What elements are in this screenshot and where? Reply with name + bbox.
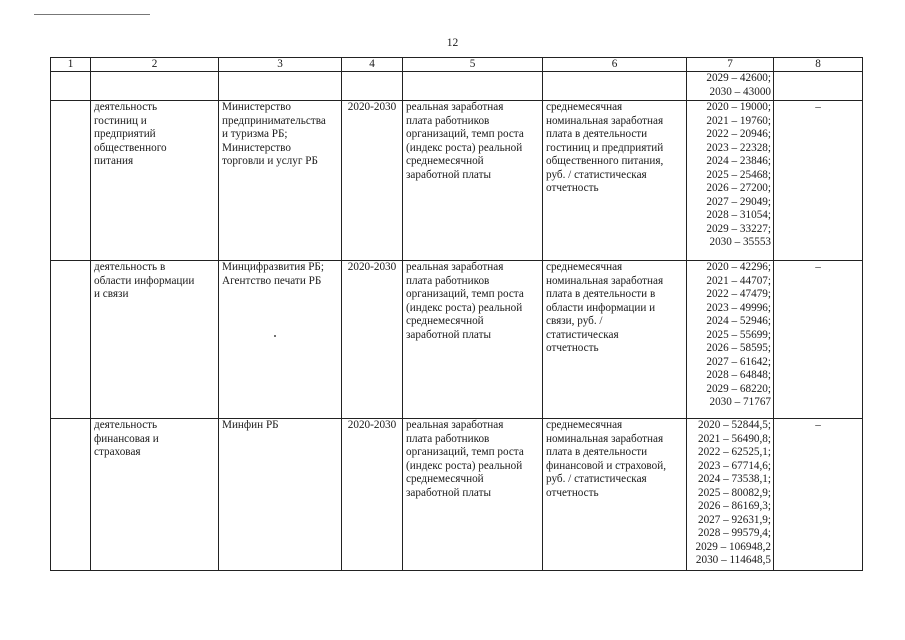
- value-line: 2029 – 106948,2: [695, 540, 771, 553]
- column-number: 5: [403, 58, 543, 72]
- value-line: 2021 – 56490,8;: [697, 432, 771, 445]
- indicator-text: (индекс роста) реальной: [406, 459, 523, 472]
- table-row: [51, 261, 863, 419]
- value-line: 2028 – 31054;: [706, 209, 771, 221]
- indicator-text: среднемесячной: [406, 155, 484, 167]
- activity-text: предприятий: [94, 128, 156, 140]
- scan-speck: [274, 335, 276, 337]
- value-line: 2029 – 33227;: [706, 222, 771, 235]
- activity-text: общественного: [94, 141, 167, 154]
- activity-text: питания: [94, 155, 134, 167]
- measure-text: области информации и: [546, 301, 656, 314]
- indicator-text: плата работников: [406, 274, 490, 287]
- column-number: 6: [543, 58, 687, 72]
- note-cell: [774, 419, 863, 571]
- authority-text: Министерство: [222, 141, 291, 154]
- value-line: 2021 – 44707;: [706, 274, 771, 287]
- period-cell: [342, 261, 403, 419]
- column-number: 7: [687, 58, 774, 72]
- measure-text: среднемесячная: [546, 419, 623, 431]
- measure-cell: [543, 419, 687, 571]
- value-line: 2026 – 86169,3;: [697, 500, 771, 512]
- authority-text: Агентство печати РБ: [222, 274, 322, 287]
- authority-cell: [219, 101, 342, 261]
- indicator-text: среднемесячной: [406, 315, 484, 327]
- value-line: 2025 – 55699;: [706, 328, 771, 341]
- value-line: 2021 – 19760;: [706, 114, 771, 127]
- values-cell: [687, 72, 774, 101]
- measure-text: руб. / статистическая: [546, 168, 647, 181]
- measure-text: плата в деятельности: [546, 128, 648, 140]
- value-line: 2029 – 68220;: [706, 382, 771, 395]
- table-row: [51, 101, 863, 261]
- value-line: 2030 – 114648,5: [695, 554, 771, 566]
- activity-text: деятельность: [94, 419, 158, 431]
- value-line: 2020 – 42296;: [706, 261, 771, 273]
- value-line: 2027 – 29049;: [706, 195, 771, 208]
- column-number: 4: [342, 58, 403, 72]
- value-line: 2029 – 42600;: [706, 72, 771, 84]
- period-text: 2020-2030: [347, 261, 397, 273]
- column-number-row: [51, 58, 863, 72]
- table-cell: [51, 72, 91, 101]
- value-line: 2025 – 25468;: [706, 168, 771, 181]
- activity-text: страховая: [94, 446, 141, 458]
- authority-text: предпринимательства: [222, 114, 326, 127]
- value-line: 2024 – 73538,1;: [697, 473, 771, 485]
- measure-text: отчетность: [546, 486, 599, 499]
- period-cell: [342, 101, 403, 261]
- indicator-cell: [403, 419, 543, 571]
- indicator-text: заработной платы: [406, 168, 491, 181]
- value-line: 2025 – 80082,9;: [697, 486, 771, 499]
- value-line: 2023 – 67714,6;: [697, 459, 771, 472]
- indicator-text: заработной платы: [406, 328, 491, 341]
- activity-text: гостиниц и: [94, 114, 147, 127]
- period-cell: [342, 419, 403, 571]
- values-cell: [687, 101, 774, 261]
- indicator-text: реальная заработная: [406, 261, 504, 273]
- indicator-text: среднемесячной: [406, 473, 484, 485]
- indicator-cell: [403, 261, 543, 419]
- value-line: 2028 – 99579,4;: [697, 527, 771, 539]
- value-line: 2020 – 19000;: [706, 101, 771, 113]
- table-cell: [403, 72, 543, 101]
- measure-text: гостиниц и предприятий: [546, 141, 664, 154]
- measure-text: связи, руб. /: [546, 315, 603, 327]
- authority-cell: [219, 261, 342, 419]
- measure-cell: [543, 261, 687, 419]
- table-cell: [219, 72, 342, 101]
- value-line: 2022 – 20946;: [706, 128, 771, 140]
- note-cell: [774, 261, 863, 419]
- value-line: 2024 – 23846;: [706, 155, 771, 167]
- measure-text: номинальная заработная: [546, 432, 664, 445]
- indicator-text: (индекс роста) реальной: [406, 141, 523, 154]
- measure-text: финансовой и страховой,: [546, 459, 666, 472]
- period-text: 2020-2030: [347, 101, 397, 113]
- authority-cell: [219, 419, 342, 571]
- values-cell: [687, 261, 774, 419]
- row-number-cell: [51, 101, 91, 261]
- authority-text: Минфин РБ: [222, 419, 279, 431]
- authority-text: и туризма РБ;: [222, 128, 288, 140]
- indicator-cell: [403, 101, 543, 261]
- activity-text: области информации: [94, 274, 195, 287]
- value-line: 2022 – 47479;: [706, 288, 771, 300]
- indicator-text: реальная заработная: [406, 101, 504, 113]
- indicator-text: плата работников: [406, 114, 490, 127]
- indicator-text: (индекс роста) реальной: [406, 301, 523, 314]
- value-line: 2030 – 35553: [709, 236, 771, 248]
- table-row: [51, 419, 863, 571]
- value-line: 2023 – 49996;: [706, 301, 771, 314]
- scan-artifact-line: [34, 14, 150, 15]
- note-dash: –: [815, 261, 821, 273]
- measure-text: отчетность: [546, 342, 599, 354]
- activity-cell: [91, 261, 219, 419]
- value-line: 2026 – 27200;: [706, 182, 771, 194]
- activity-text: деятельность: [94, 101, 158, 113]
- note-dash: –: [815, 101, 821, 113]
- indicator-text: организаций, темп роста: [406, 128, 524, 140]
- values-cell: [687, 419, 774, 571]
- activity-cell: [91, 101, 219, 261]
- page-number: 12: [446, 37, 459, 49]
- measure-text: плата в деятельности в: [546, 288, 656, 300]
- activity-cell: [91, 419, 219, 571]
- table-cell: [774, 72, 863, 101]
- row-number-cell: [51, 261, 91, 419]
- targets-table: [50, 57, 863, 571]
- value-line: 2026 – 58595;: [706, 342, 771, 354]
- authority-text: торговли и услуг РБ: [222, 155, 318, 167]
- measure-text: статистическая: [546, 328, 619, 341]
- note-cell: [774, 101, 863, 261]
- row-number-cell: [51, 419, 91, 571]
- activity-text: финансовая и: [94, 432, 159, 445]
- value-line: 2023 – 22328;: [706, 141, 771, 154]
- column-number: 1: [51, 58, 91, 72]
- indicator-text: плата работников: [406, 432, 490, 445]
- value-line: 2030 – 43000: [709, 85, 771, 98]
- authority-text: Министерство: [222, 101, 291, 113]
- value-line: 2027 – 92631,9;: [697, 513, 771, 526]
- value-line: 2024 – 52946;: [706, 315, 771, 327]
- activity-text: деятельность в: [94, 261, 166, 273]
- measure-text: среднемесячная: [546, 261, 623, 273]
- table-cell: [91, 72, 219, 101]
- period-text: 2020-2030: [347, 419, 397, 431]
- table-cell: [342, 72, 403, 101]
- value-line: 2022 – 62525,1;: [697, 446, 771, 458]
- indicator-text: заработной платы: [406, 486, 491, 499]
- indicator-text: организаций, темп роста: [406, 288, 524, 300]
- measure-text: среднемесячная: [546, 101, 623, 113]
- continued-row: [51, 72, 863, 101]
- indicator-text: организаций, темп роста: [406, 446, 524, 458]
- measure-text: руб. / статистическая: [546, 473, 647, 485]
- column-number: 2: [91, 58, 219, 72]
- measure-text: номинальная заработная: [546, 114, 664, 127]
- value-line: 2028 – 64848;: [706, 369, 771, 381]
- column-number: 8: [774, 58, 863, 72]
- measure-text: номинальная заработная: [546, 274, 664, 287]
- authority-text: Минцифразвития РБ;: [222, 261, 324, 273]
- table-cell: [543, 72, 687, 101]
- value-line: 2020 – 52844,5;: [697, 419, 771, 431]
- measure-text: отчетность: [546, 182, 599, 194]
- indicator-text: реальная заработная: [406, 419, 504, 431]
- note-dash: –: [815, 419, 821, 431]
- measure-text: плата в деятельности: [546, 446, 648, 458]
- column-number: 3: [219, 58, 342, 72]
- activity-text: и связи: [94, 288, 129, 300]
- value-line: 2027 – 61642;: [706, 355, 771, 368]
- value-line: 2030 – 71767: [709, 396, 771, 408]
- measure-cell: [543, 101, 687, 261]
- measure-text: общественного питания,: [546, 155, 664, 167]
